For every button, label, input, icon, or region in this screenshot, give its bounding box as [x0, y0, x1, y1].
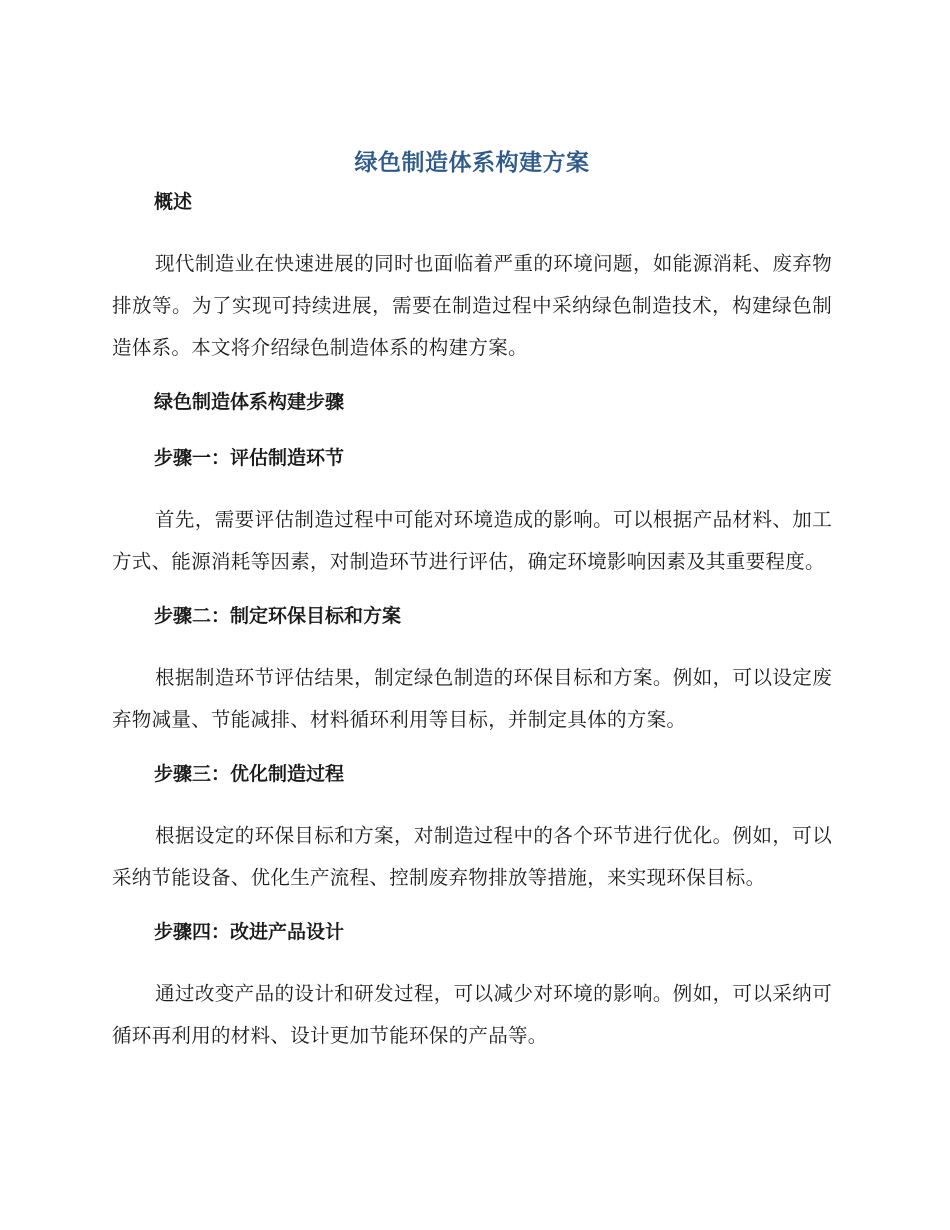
overview-paragraph: 现代制造业在快速进展的同时也面临着严重的环境问题，如能源消耗、废弃物排放等。为了实现可持续进展，需要在制造过程中采纳绿色制造技术，构建绿色制造体系。本文将介绍绿色制造体系的构建方案。 — [112, 252, 832, 359]
overview-heading: 概述 — [154, 191, 193, 213]
step-1-heading: 步骤一：评估制造环节 — [154, 447, 345, 469]
step-3-paragraph: 根据设定的环保目标和方案，对制造过程中的各个环节进行优化。例如，可以采纳节能设备、优化生产流程、控制废弃物排放等措施，来实现环保目标。 — [112, 824, 832, 889]
step-4-heading: 步骤四：改进产品设计 — [154, 921, 345, 943]
document-page — [112, 145, 832, 1057]
steps-heading: 绿色制造体系构建步骤 — [154, 391, 345, 413]
document-title: 绿色制造体系构建方案 — [354, 150, 590, 176]
step-2-paragraph: 根据制造环节评估结果，制定绿色制造的环保目标和方案。例如，可以设定废弃物减量、节能减排、材料循环利用等目标，并制定具体的方案。 — [112, 666, 832, 731]
step-2-heading: 步骤二：制定环保目标和方案 — [154, 605, 402, 627]
step-3-heading: 步骤三：优化制造过程 — [154, 763, 345, 785]
step-4-paragraph: 通过改变产品的设计和研发过程，可以减少对环境的影响。例如，可以采纳可循环再利用的材料、设计更加节能环保的产品等。 — [112, 982, 832, 1047]
step-1-paragraph: 首先，需要评估制造过程中可能对环境造成的影响。可以根据产品材料、加工方式、能源消耗等因素，对制造环节进行评估，确定环境影响因素及其重要程度。 — [112, 508, 832, 573]
